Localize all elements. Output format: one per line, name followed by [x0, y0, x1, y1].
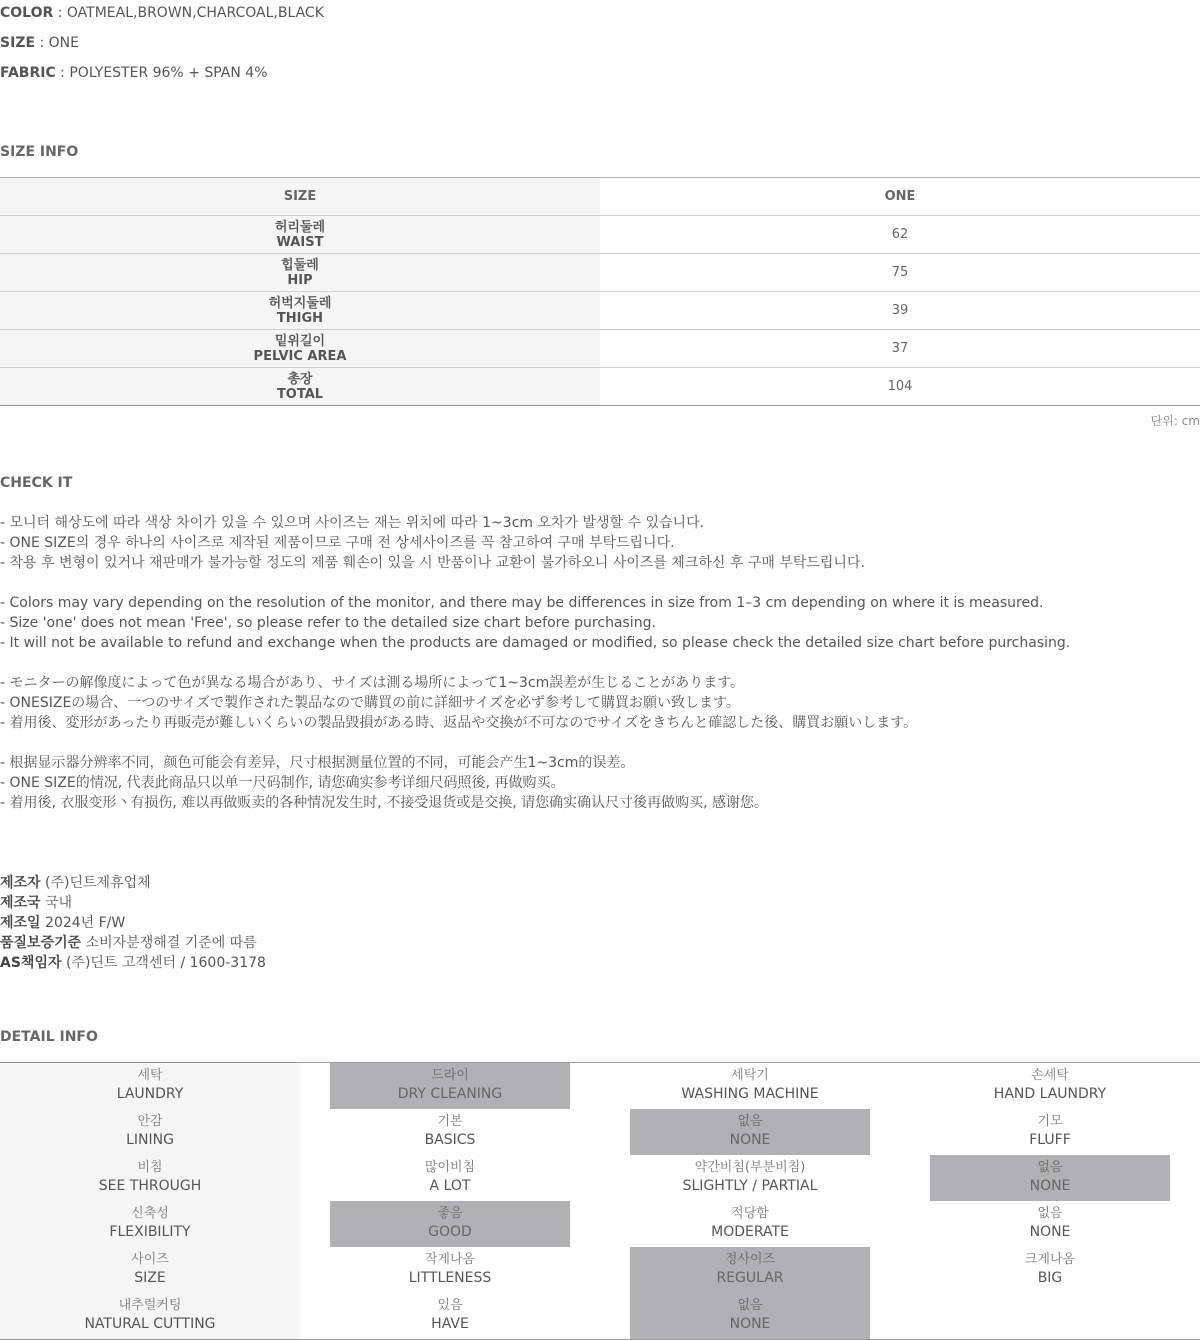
- label-en: SEE THROUGH: [98, 1178, 202, 1194]
- option-ko: 정사이즈: [724, 1252, 776, 1267]
- check-line: - モニターの解像度によって色が異なる場合があり、サイズは測る場所によって1~3cm誤差が生じることがあります。: [0, 675, 745, 691]
- check-line: - It will not be available to refund and exchange when the products are damaged or modified, so please check the detailed size chart before purchasing.: [0, 635, 1071, 651]
- spec-size: [0, 33, 79, 53]
- size-table-header: [0, 178, 1200, 216]
- size-row-value: 104: [600, 368, 1200, 406]
- maker-value: 2024년 F/W: [45, 915, 126, 931]
- check-line: - Colors may vary depending on the resolution of the monitor, and there may be differences in size from 1–3 cm depending on where it is measured.: [0, 595, 1044, 611]
- detail-row-label: [0, 1155, 300, 1201]
- label-en: NATURAL CUTTING: [84, 1316, 216, 1332]
- option-en: MODERATE: [711, 1224, 789, 1240]
- option-ko: 없음: [737, 1114, 763, 1129]
- spec-value: ONE: [48, 35, 79, 51]
- size-row-label: [0, 254, 600, 292]
- maker-value: 국내: [45, 895, 73, 911]
- option-ko: 없음: [1037, 1160, 1063, 1175]
- option-ko: 크게나옴: [1024, 1252, 1076, 1267]
- detail-option: [930, 1063, 1170, 1109]
- detail-option: [930, 1109, 1170, 1155]
- option-en: DRY CLEANING: [397, 1086, 503, 1102]
- check-line: - 着用後, 衣服变形丶有损伤, 难以再做贩卖的各种情况发生时, 不接受退货或是交换, 请您确实确认尺寸後再做购买, 感谢您。: [0, 795, 769, 811]
- label-ko: 허벅지둘레: [268, 295, 332, 311]
- option-en: NONE: [1029, 1178, 1071, 1194]
- detail-row-label: [0, 1063, 300, 1109]
- option-en: NONE: [729, 1316, 771, 1332]
- label-en: THIGH: [276, 310, 324, 326]
- spec-value: POLYESTER 96% + SPAN 4%: [69, 65, 268, 81]
- check-line: - Size 'one' does not mean 'Free', so please refer to the detailed size chart before purchasing.: [0, 615, 656, 631]
- maker-line: [0, 873, 266, 893]
- option-ko: 작게나옴: [424, 1252, 476, 1267]
- label-ko: 허리둘레: [274, 219, 326, 235]
- label-en: LINING: [126, 1132, 174, 1148]
- option-ko: 세탁기: [731, 1068, 769, 1083]
- spec-key: SIZE: [0, 35, 36, 51]
- detail-option: [930, 1247, 1170, 1293]
- detail-option: [330, 1109, 570, 1155]
- detail-option: [630, 1155, 870, 1201]
- check-line: - 착용 후 변형이 있거나 재판매가 불가능할 정도의 제품 훼손이 있을 시 반품이나 교환이 불가하오니 사이즈를 체크하신 후 구매 부탁드립니다.: [0, 555, 865, 571]
- check-line: - 모니터 해상도에 따라 색상 차이가 있을 수 있으며 사이즈는 재는 위치에 따라 1~3cm 오차가 발생할 수 있습니다.: [0, 515, 705, 531]
- maker-value: (주)딘트 고객센터 / 1600-3178: [65, 955, 266, 971]
- maker-key: 품질보증기준: [0, 935, 82, 951]
- option-ko: 많이비침: [424, 1160, 476, 1175]
- spec-value: OATMEAL,BROWN,CHARCOAL,BLACK: [66, 5, 324, 21]
- check-ko: [0, 513, 865, 573]
- option-ko: 있음: [437, 1298, 463, 1313]
- detail-option: [930, 1201, 1170, 1247]
- label-ko: 안감: [137, 1114, 163, 1129]
- size-row-label: [0, 292, 600, 330]
- option-en: GOOD: [428, 1224, 472, 1240]
- size-row-value: 75: [600, 254, 1200, 292]
- detail-row-label: [0, 1293, 300, 1339]
- detail-option-selected: [630, 1109, 870, 1155]
- option-en: BASICS: [424, 1132, 476, 1148]
- detail-option-selected: [930, 1155, 1170, 1201]
- table-row: [0, 292, 1200, 330]
- size-row-label: [0, 330, 600, 368]
- label-ko: 내추럴커팅: [118, 1298, 182, 1313]
- table-row: [0, 254, 1200, 292]
- option-en: BIG: [1037, 1270, 1063, 1286]
- size-table: [0, 177, 1200, 406]
- size-row-label: [0, 368, 600, 406]
- maker-value: 소비자분쟁해결 기준에 따름: [85, 935, 257, 951]
- label-en: PELVIC AREA: [253, 348, 347, 364]
- maker-key: AS책임자: [0, 955, 62, 971]
- option-en: REGULAR: [716, 1270, 784, 1286]
- option-ko: 없음: [1037, 1206, 1063, 1221]
- maker-line: [0, 953, 266, 973]
- option-en: FLUFF: [1029, 1132, 1071, 1148]
- option-ko: 없음: [737, 1298, 763, 1313]
- label-ko: 비침: [137, 1160, 163, 1175]
- check-zh: [0, 753, 768, 813]
- option-en: HAVE: [431, 1316, 469, 1332]
- option-ko: 약간비침(부분비침): [694, 1160, 806, 1175]
- option-en: WASHING MACHINE: [681, 1086, 819, 1102]
- size-info-title: SIZE INFO: [0, 144, 79, 160]
- option-en: NONE: [729, 1132, 771, 1148]
- maker-info: [0, 873, 266, 973]
- label-en: FLEXIBILITY: [109, 1224, 191, 1240]
- maker-key: 제조국: [0, 895, 41, 911]
- label-ko: 신축성: [131, 1206, 169, 1221]
- maker-key: 제조일: [0, 915, 41, 931]
- size-row-value: 37: [600, 330, 1200, 368]
- option-en: NONE: [1029, 1224, 1071, 1240]
- option-en: A LOT: [429, 1178, 471, 1194]
- size-row-value: 39: [600, 292, 1200, 330]
- detail-info-title: DETAIL INFO: [0, 1029, 98, 1045]
- option-ko: 기본: [437, 1114, 463, 1129]
- option-ko: 기모: [1037, 1114, 1063, 1129]
- option-en: HAND LAUNDRY: [993, 1086, 1107, 1102]
- option-ko: 드라이: [431, 1068, 469, 1083]
- label-ko: 총장: [287, 371, 313, 387]
- detail-option: [630, 1201, 870, 1247]
- detail-info-grid: [0, 1062, 1200, 1340]
- label-ko: 사이즈: [131, 1252, 169, 1267]
- label-en: WAIST: [276, 234, 324, 250]
- maker-line: [0, 913, 266, 933]
- option-en: LITTLENESS: [408, 1270, 492, 1286]
- table-row: [0, 330, 1200, 368]
- spec-sep: :: [53, 5, 67, 21]
- check-line: - 着用後、変形があったり再販売が難しいくらいの製品毀損がある時、返品や交換が不可なのでサイズをきちんと確認した後、購買お願いします。: [0, 715, 918, 731]
- spec-sep: :: [35, 35, 49, 51]
- table-row: [0, 216, 1200, 254]
- spec-fabric: [0, 63, 268, 83]
- size-row-value: 62: [600, 216, 1200, 254]
- size-header-label: SIZE: [0, 178, 600, 216]
- option-ko: 적당함: [731, 1206, 769, 1221]
- check-it-title: CHECK IT: [0, 475, 73, 491]
- option-en: SLIGHTLY / PARTIAL: [682, 1178, 818, 1194]
- check-line: - ONESIZEの場合、一つのサイズで製作された製品なので購買の前に詳細サイズを必ず参考して購買お願い致します。: [0, 695, 740, 711]
- size-unit-note: 단위: cm: [1150, 414, 1200, 428]
- detail-option-selected: [630, 1247, 870, 1293]
- detail-option-selected: [330, 1201, 570, 1247]
- detail-option-selected: [630, 1293, 870, 1339]
- detail-option-selected: [330, 1063, 570, 1109]
- spec-key: FABRIC: [0, 65, 56, 81]
- check-line: - ONE SIZE的情况, 代表此商品只以单一尺码制作, 请您确实参考详细尺码照後, 再做购买。: [0, 775, 565, 791]
- maker-key: 제조자: [0, 875, 41, 891]
- detail-option: [330, 1247, 570, 1293]
- table-row: [0, 368, 1200, 406]
- maker-line: [0, 933, 266, 953]
- spec-color: [0, 3, 324, 23]
- label-en: LAUNDRY: [116, 1086, 184, 1102]
- label-ko: 세탁: [137, 1068, 163, 1083]
- detail-option: [330, 1155, 570, 1201]
- label-en: HIP: [287, 272, 313, 288]
- detail-option: [330, 1293, 570, 1339]
- label-en: SIZE: [134, 1270, 166, 1286]
- spec-sep: :: [55, 65, 70, 81]
- check-line: - 根据显示器分辨率不同，颜色可能会有差异，尺寸根据测量位置的不同，可能会产生1~3cm的误差。: [0, 755, 635, 771]
- size-header-value: ONE: [600, 178, 1200, 216]
- option-ko: 좋음: [437, 1206, 463, 1221]
- maker-value: (주)딘트제휴업체: [45, 875, 151, 891]
- detail-row-label: [0, 1201, 300, 1247]
- option-ko: 손세탁: [1031, 1068, 1069, 1083]
- check-en: [0, 593, 1070, 653]
- check-line: - ONE SIZE의 경우 하나의 사이즈로 제작된 제품이므로 구매 전 상세사이즈를 꼭 참고하여 구매 부탁드립니다.: [0, 535, 675, 551]
- check-ja: [0, 673, 917, 733]
- detail-row-label: [0, 1109, 300, 1155]
- detail-option: [630, 1063, 870, 1109]
- spec-key: COLOR: [0, 5, 54, 21]
- label-ko: 밑위길이: [274, 333, 326, 349]
- detail-row-label: [0, 1247, 300, 1293]
- maker-line: [0, 893, 266, 913]
- label-ko: 힙둘레: [281, 257, 319, 273]
- label-en: TOTAL: [276, 386, 324, 402]
- size-row-label: [0, 216, 600, 254]
